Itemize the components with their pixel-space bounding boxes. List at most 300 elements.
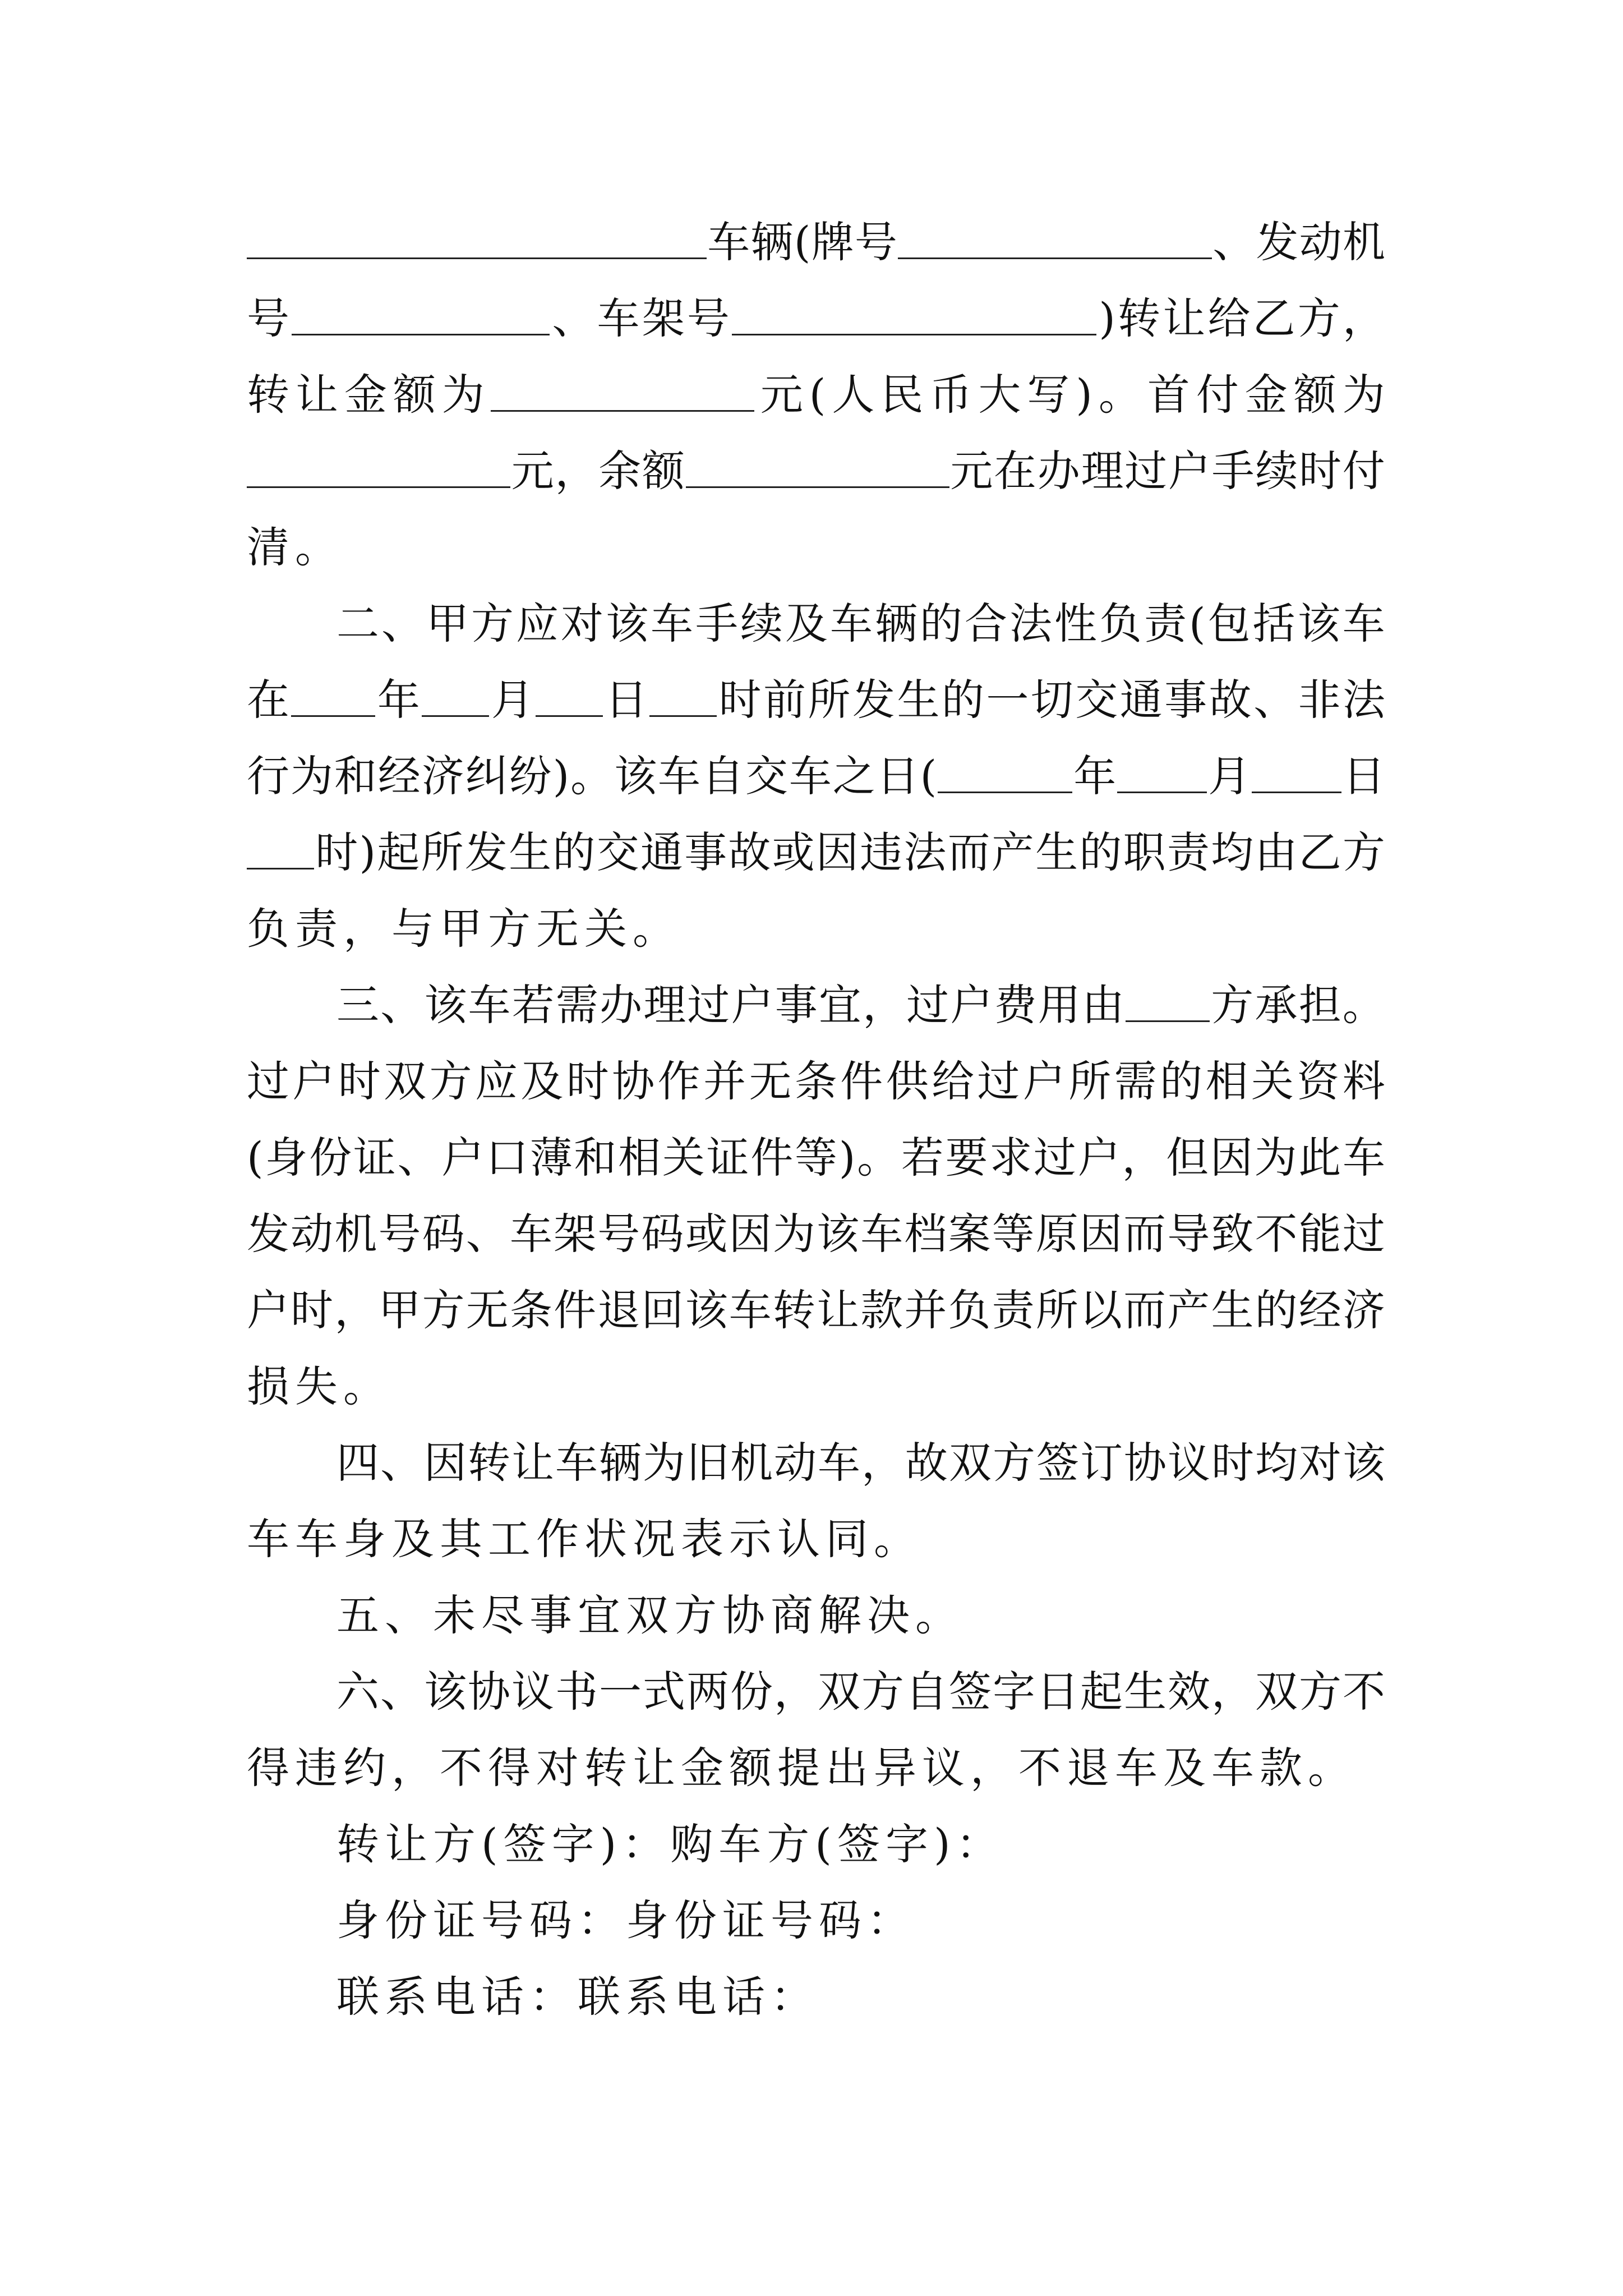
text-segment: 清。 [247,522,343,572]
text-char: 等 [795,1133,837,1182]
text-char: ， [774,1667,817,1717]
text-char: 及 [520,1056,564,1106]
text-char: 相 [1205,1056,1248,1106]
text-char: 发 [852,675,895,725]
text-char: 产 [1167,1285,1210,1335]
text-char: 件 [840,1056,883,1106]
text-char: 双 [1255,1667,1298,1717]
text-char: 需 [1114,1056,1157,1106]
document-line [336,967,1385,1043]
text-char: 机 [730,1438,773,1488]
text-char: 手 [1211,446,1255,496]
text-char: 证 [706,1133,749,1182]
text-char: 过 [1342,1209,1385,1259]
document-line [247,1501,1385,1577]
text-char: 户 [292,1056,335,1106]
text-char: 等 [992,1209,1035,1259]
text-char: 之 [832,751,875,801]
text-char: 发 [464,827,508,877]
text-char: 在 [247,675,289,725]
fill-in-blank [247,223,707,259]
text-char: 以 [1079,1285,1122,1335]
text-char: 自 [701,751,744,801]
text-char: 车 [830,599,873,648]
text-char: 方 [1297,293,1340,343]
text-char: 条 [509,1285,552,1335]
text-char: 时 [566,1056,609,1106]
text-char: 车 [1342,599,1385,648]
text-char: 的 [920,599,962,648]
text-char: 或 [685,1209,728,1259]
text-char: 乙 [1298,827,1341,877]
document-line [336,1424,1385,1501]
text-char: 或 [772,827,815,877]
text-char: 车 [509,1209,552,1259]
text-char: 方 [471,599,514,648]
text-char: 乙 [1252,293,1295,343]
text-char: 经 [1298,1285,1341,1335]
text-char: 办 [1037,446,1080,496]
text-char: 若 [511,980,555,1030]
text-char: 前 [763,675,806,725]
text-char: 的 [941,675,984,725]
text-char: 议 [1168,1438,1210,1488]
text-char: 在 [994,446,1037,496]
text-char: ， [863,980,906,1030]
text-char: 协 [1124,1438,1166,1488]
text-char: 应 [475,1056,518,1106]
fill-in-blank [686,452,949,488]
text-char: 转 [1118,293,1161,343]
text-char: 和 [574,1133,617,1182]
text-char: 和 [334,751,377,801]
text-char: 一 [599,1667,642,1717]
text-char: 首 [1147,370,1190,420]
text-char: 车 [860,1209,903,1259]
text-char: 日 [605,675,648,725]
text-char: 法 [1342,675,1385,725]
text-char: 退 [597,1285,640,1335]
text-char: 生 [897,675,940,725]
document-line [247,890,1385,967]
text-char: 协 [468,1667,510,1717]
text-char: 身 [265,1133,308,1182]
text-char: 性 [1054,599,1097,648]
text-char: 而 [1123,1209,1166,1259]
text-char: 时 [315,827,358,877]
text-char: 六 [336,1667,379,1717]
text-char: ) [552,751,570,801]
text-char: 手 [695,599,738,648]
text-char: 因 [815,827,859,877]
text-char: 码 [641,1209,684,1259]
text-char: 辆 [875,599,917,648]
text-char: 转 [772,1285,815,1335]
text-char: 所 [1035,1285,1078,1335]
text-char: 时 [1299,446,1342,496]
text-char: 而 [947,827,990,877]
text-char: 大 [978,370,1021,420]
text-char: 为 [1342,370,1385,420]
text-char: 案 [948,1209,991,1259]
text-char: 户 [441,1133,485,1182]
text-char: 转 [247,370,289,420]
text-char: 因 [1079,1209,1122,1259]
text-char: 因 [728,1209,772,1259]
text-char: 及 [785,599,828,648]
text-char: 条 [794,1056,837,1106]
text-char: 四 [336,1438,379,1488]
text-char: 该 [1297,599,1340,648]
text-char: 让 [511,1438,554,1488]
text-char: 年 [1073,751,1117,801]
text-char: 过 [1124,446,1168,496]
document-line [247,1272,1385,1349]
text-char: 证 [353,1133,396,1182]
text-char: 济 [1342,1285,1385,1335]
text-char: 辆 [599,1438,642,1488]
text-char: 、 [380,980,423,1030]
text-char: 、 [1253,675,1297,725]
text-char: 方 [1211,980,1254,1030]
text-char: 原 [1035,1209,1078,1259]
text-char: 所 [808,675,851,725]
text-char: 金 [1244,370,1288,420]
text-char: ) [359,827,376,877]
text-char: 行 [247,751,289,801]
text-char: 双 [949,1438,992,1488]
text-char: 自 [905,1667,948,1717]
text-char: 月 [491,675,534,725]
text-char: 的 [1160,1056,1203,1106]
text-char: 为 [441,370,485,420]
text-char: 责 [992,1285,1035,1335]
text-char: 济 [421,751,464,801]
text-char: 双 [818,1667,860,1717]
text-char: 回 [641,1285,684,1335]
text-char: 书 [555,1667,598,1717]
text-char: 。 [1098,370,1141,420]
text-char: 过 [1033,1133,1076,1182]
text-char: 号 [597,1209,640,1259]
text-segment: 车车身及其工作状况表示认同。 [247,1514,922,1564]
text-char: 纷 [509,751,552,801]
text-char: 转 [468,1438,510,1488]
text-char: 过 [687,980,730,1030]
text-char: 包 [1207,599,1251,648]
text-char: 户 [731,980,774,1030]
text-char: 架 [554,1209,597,1259]
text-char: 份 [309,1133,352,1182]
text-char: 元 [950,446,993,496]
text-char: 该 [614,751,657,801]
text-char: 。 [1342,980,1385,1030]
text-char: 余 [598,446,642,496]
text-char: 机 [1343,217,1385,267]
text-char: 给 [1207,293,1251,343]
text-char: 付 [1196,370,1239,420]
document-line [336,585,1385,662]
text-char: 无 [465,1285,509,1335]
text-char: 均 [1255,1438,1298,1488]
text-char: 理 [643,980,686,1030]
text-char: 通 [1119,675,1163,725]
fill-in-blank [1126,986,1210,1022]
text-char: 、 [381,599,424,648]
text-char: 车 [658,751,701,801]
text-char: 时 [1211,1438,1254,1488]
text-char: 日 [1342,751,1385,801]
text-char: 、 [465,1209,509,1259]
text-char: 事 [774,980,818,1030]
text-char: 交 [745,751,788,801]
fill-in-blank [938,757,1072,793]
text-char: ， [1122,1133,1165,1182]
text-char: ， [555,446,598,496]
text-char: ) [1076,370,1092,420]
text-char: 此 [1298,1133,1341,1182]
text-char: 该 [817,1209,860,1259]
text-segment: 转让方(签字)：购车方(签字)： [336,1819,1004,1869]
document-line [247,356,1385,433]
text-char: 年 [377,675,420,725]
fill-in-blank [732,299,1096,335]
text-char: 户 [247,1285,289,1335]
document-line [247,738,1385,815]
text-char: 人 [832,370,875,420]
text-char: 、 [380,1667,423,1717]
document-line [247,814,1385,891]
text-char: 经 [377,751,421,801]
text-char: 并 [904,1285,947,1335]
text-char: 车 [818,1438,860,1488]
text-char: 续 [740,599,783,648]
fill-in-blank [649,680,717,717]
text-char: 、 [1212,217,1256,267]
text-char: 需 [555,980,598,1030]
text-char: 双 [384,1056,427,1106]
text-char: ， [1211,1667,1254,1717]
text-char: 过 [247,1056,289,1106]
text-char: 宜 [818,980,861,1030]
text-char: 对 [561,599,603,648]
text-char: 字 [993,1667,1035,1717]
text-char: 故 [1209,675,1252,725]
text-char: 若 [901,1133,944,1182]
text-char: 相 [618,1133,661,1182]
fill-in-blank [422,680,489,717]
text-char: 元 [760,370,803,420]
text-char: 一 [986,675,1029,725]
text-char: 金 [344,370,387,420]
text-char: 旧 [686,1438,729,1488]
text-char: 作 [657,1056,700,1106]
text-char: 生 [1124,1667,1166,1717]
text-char: 架 [642,293,685,343]
text-char: 职 [1123,827,1166,877]
text-char: 费 [994,980,1037,1030]
text-char: 产 [991,827,1034,877]
text-char: 辆 [750,217,794,267]
document-line [247,204,1385,280]
text-char: 额 [642,446,685,496]
text-char: 要 [945,1133,988,1182]
text-char: 民 [880,370,924,420]
text-char: 甲 [426,599,469,648]
text-char: 份 [730,1667,773,1717]
text-char: 生 [509,827,552,877]
text-char: 括 [1252,599,1295,648]
text-char: 日 [876,751,919,801]
text-char: 不 [1343,1667,1385,1717]
fill-in-blank [898,223,1212,259]
text-char: 元 [511,446,554,496]
document-line [247,509,1385,586]
text-char: 供 [886,1056,929,1106]
text-char: 责 [1166,827,1210,877]
text-char: 车 [597,293,640,343]
text-char: 额 [1293,370,1336,420]
text-char: 生 [1035,827,1078,877]
text-char: 交 [596,827,639,877]
text-segment: 负责，与甲方无关。 [247,904,681,954]
text-char: 让 [1163,293,1206,343]
text-char: 的 [1255,1285,1298,1335]
text-char: ， [861,1438,904,1488]
document-line [247,661,1385,738]
text-segment: 身份证号码：身份证号码： [336,1895,915,1945]
text-char: 币 [929,370,972,420]
text-char: 车 [468,980,511,1030]
text-char: 为 [1254,1133,1297,1182]
text-char: 交 [1075,675,1118,725]
text-char: 但 [1166,1133,1209,1182]
text-char: 付 [1342,446,1385,496]
text-char: 户 [1168,446,1211,496]
fill-in-blank [536,680,603,717]
text-char: 所 [1068,1056,1112,1106]
text-char: 效 [1168,1667,1210,1717]
document-line [336,1958,1385,2035]
text-char: 让 [295,370,338,420]
text-char: 户 [1022,1056,1066,1106]
text-char: 动 [774,1438,817,1488]
text-char: ， [334,1285,377,1335]
text-char: 议 [511,1667,554,1717]
document-line [336,1806,1385,1883]
text-char: 由 [1255,827,1298,877]
text-char: 给 [932,1056,975,1106]
text-char: ( [809,370,826,420]
text-char: 口 [485,1133,528,1182]
text-char: 订 [1080,1438,1123,1488]
document-line [247,1729,1385,1806]
document-line [247,1043,1385,1120]
text-char: 的 [1079,827,1122,877]
text-char: 。 [570,751,614,801]
text-segment: 损失。 [247,1361,391,1411]
text-char: 用 [1038,980,1081,1030]
text-char: 切 [1030,675,1073,725]
text-char: 户 [950,980,993,1030]
document-line [247,280,1385,357]
text-char: 为 [290,751,333,801]
text-char: 导 [1167,1209,1210,1259]
text-char: 该 [606,599,648,648]
fill-in-blank [491,375,754,412]
text-segment: 得违约，不得对转让金额提出异议，不退车及车款。 [247,1743,1356,1793]
text-char: 过 [906,980,949,1030]
text-char: 方 [1299,1667,1341,1717]
text-char: 求 [989,1133,1032,1182]
fill-in-blank [1252,757,1341,793]
text-char: 户 [1077,1133,1121,1182]
text-char: 时 [718,675,762,725]
text-char: 方 [429,1056,472,1106]
text-char: 、 [380,1438,423,1488]
text-char: 两 [686,1667,729,1717]
fill-in-blank [247,833,314,869]
text-char: 号 [378,1209,421,1259]
text-char: 应 [516,599,559,648]
text-char: 事 [1164,675,1207,725]
text-char: 故 [728,827,771,877]
text-char: 车 [555,1438,598,1488]
text-char: 的 [552,827,596,877]
text-char: 签 [949,1667,992,1717]
text-char: 号 [686,293,730,343]
text-char: 时 [291,1285,334,1335]
text-char: 式 [643,1667,685,1717]
text-char: 责 [1144,599,1187,648]
text-char: 起 [377,827,420,877]
text-char: 合 [965,599,1007,648]
text-char: 关 [1251,1056,1294,1106]
text-char: 因 [424,1438,467,1488]
text-char: 三 [336,980,379,1030]
text-char: 写 [1027,370,1070,420]
text-char: 签 [1036,1438,1079,1488]
text-char: 故 [905,1438,948,1488]
text-char: ( [794,217,811,267]
text-char: 发 [1256,217,1299,267]
text-char: 为 [643,1438,685,1488]
text-char: 由 [1081,980,1124,1030]
text-char: 日 [1036,1667,1079,1717]
text-char: 、 [552,293,595,343]
text-char: 方 [861,1667,904,1717]
text-char: 方 [1342,827,1385,877]
document-line [336,1653,1385,1730]
text-char: 码 [422,1209,465,1259]
text-char: 无 [749,1056,792,1106]
text-char: 通 [640,827,683,877]
text-char: 该 [424,980,467,1030]
text-char: 料 [1342,1056,1385,1106]
text-char: 负 [1099,599,1142,648]
text-char: 资 [1297,1056,1340,1106]
text-char: 非 [1298,675,1341,725]
text-char: 款 [860,1285,903,1335]
text-char: 起 [1080,1667,1123,1717]
text-char: ， [1342,293,1385,343]
text-char: 件 [750,1133,794,1182]
text-char: 车 [789,751,832,801]
text-char: 续 [1255,446,1298,496]
text-char: 号 [854,217,897,267]
text-char: 牌 [811,217,854,267]
fill-in-blank [292,299,550,335]
